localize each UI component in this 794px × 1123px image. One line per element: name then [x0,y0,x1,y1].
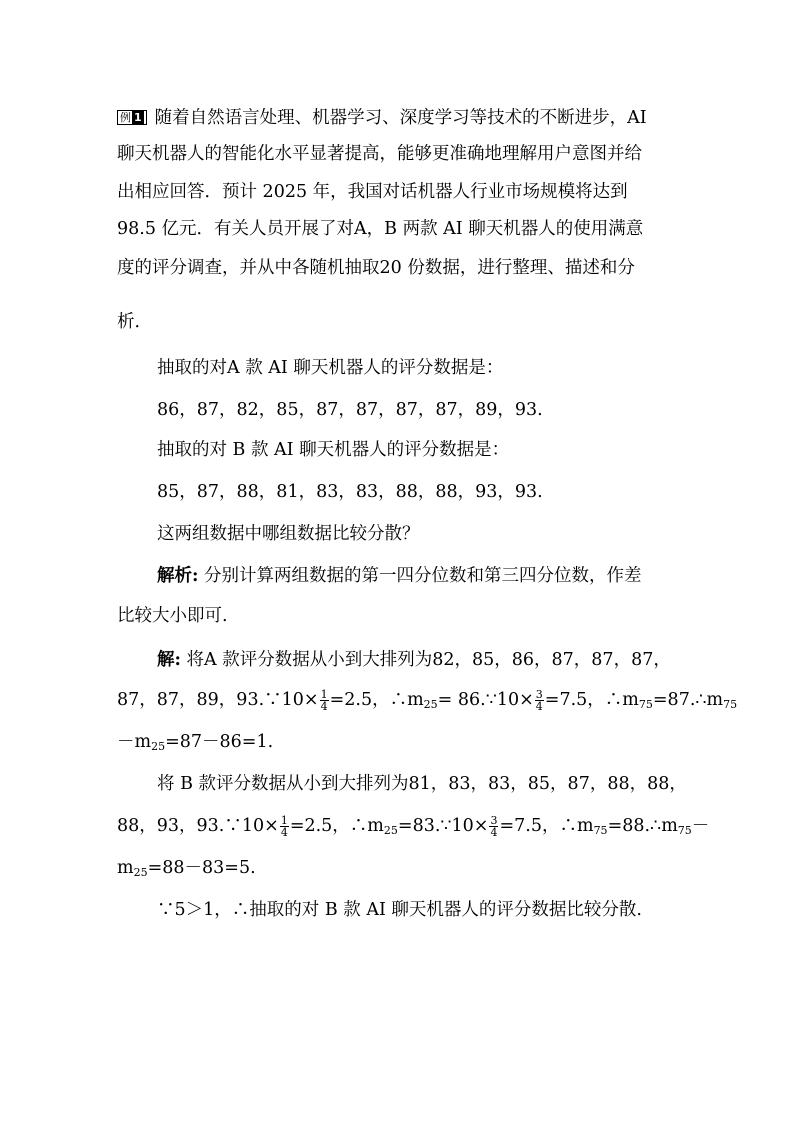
problem-line-5: 度的评分调查，并从中各随机抽取20 份数据，进行整理、描述和分 [117,258,635,278]
fraction-three-quarters: $\frac{3}{4}$ [535,688,543,713]
solution-a-line-3: $-m_{25}=87-86=1$. [117,732,274,753]
a-intro: 抽取的对A 款 AI 聊天机器人的评分数据是： [157,358,504,378]
analysis-label: 解析: [157,566,199,586]
solution-label: 解: [157,650,181,670]
b-data: 85，87，88，81，83，83，88，88，93，93. [157,482,543,502]
solution-a-line-1: 解: 将A 款评分数据从小到大排列为82，85，86，87，87，87， [157,650,671,670]
problem-line-3: 出相应回答．预计 2025 年，我国对话机器人行业市场规模将达到 [117,182,628,202]
analysis-line-1: 解析: 分别计算两组数据的第一四分位数和第三四分位数，作差 [157,566,642,586]
problem-line-1: 例 1 随着自然语言处理、机器学习、深度学习等技术的不断进步，AI [117,106,677,130]
conclusion: ∵5＞1，∴抽取的对 B 款 AI 聊天机器人的评分数据比较分散. [157,900,642,920]
fraction-three-quarters-b: $\frac{3}{4}$ [490,814,498,839]
fraction-one-quarter: $\frac{1}{4}$ [320,688,328,713]
problem-line-4: 98.5 亿元．有关人员开展了对A，B 两款 AI 聊天机器人的使用满意 [117,219,644,239]
solution-b-line-2: 88，93，93.∵10× $\frac{1}{4}$ =2.5，$\therefore m_{25}=83.\because 10\times$ $\frac{3}{4}$ =7.5，$\therefore m_{75}=88.\therefore m_{75}-$ [117,814,710,839]
solution-a-line-2: 87，87，89，93.∵10× $\frac{1}{4}$ =2.5，$\therefore m_{25}=$ 86.∵10× $\frac{3}{4}$ =7.5，$\therefore m_{75}=87.\therefore m_{75}$ [117,688,738,713]
solution-b-line-1: 将 B 款评分数据从小到大排列为81，83，83，85，87，88，88， [157,774,687,794]
a-data: 86，87，82，85，87，87，87，87，89，93. [157,400,543,420]
problem-line-2: 聊天机器人的智能化水平显著提高，能够更准确地理解用户意图并给 [117,144,642,164]
fraction-one-quarter-b: $\frac{1}{4}$ [280,814,288,839]
example-badge: 例 1 [117,110,147,125]
problem-line-6: 析． [117,312,152,332]
question: 这两组数据中哪组数据比较分散？ [157,524,420,544]
analysis-line-2: 比较大小即可. [117,606,228,626]
solution-b-line-3: $m_{25}=88-83=5$. [117,858,256,879]
b-intro: 抽取的对 B 款 AI 聊天机器人的评分数据是： [157,440,510,460]
